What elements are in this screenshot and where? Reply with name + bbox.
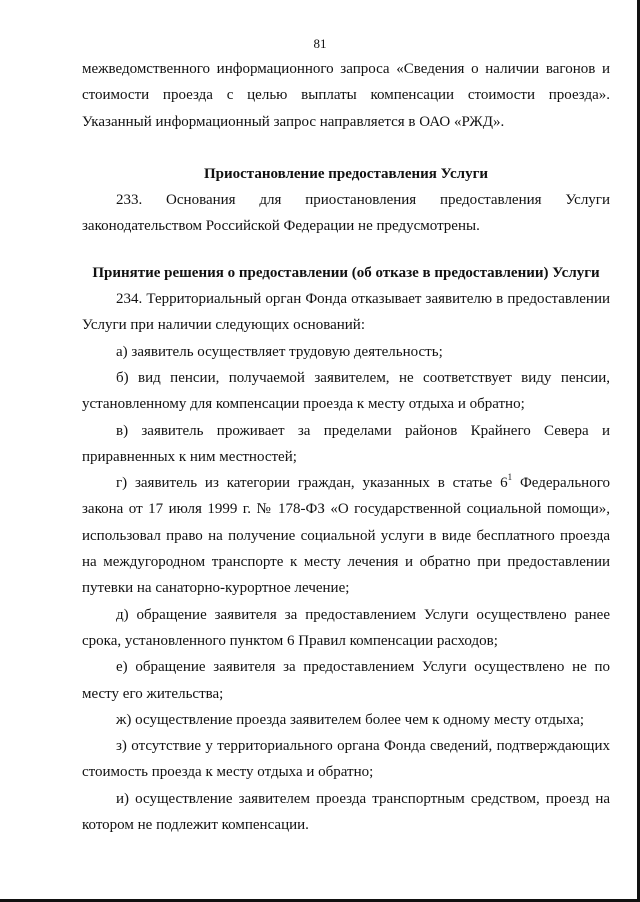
superscript: 1 [507,472,513,483]
list-item-v: в) заявитель проживает за пределами районов Крайнего Севера и [116,422,610,439]
page-number: 81 [313,36,327,51]
paragraph-234-line: 234. Территориальный орган Фонда отказывает заявителю в предоставлении [116,291,610,308]
text-line: межведомственного информационного запроса «Сведения о наличии вагонов и [82,61,610,77]
text-line: котором не подлежит компенсации. [82,817,309,834]
document-body [82,56,610,838]
section-heading-suspension: Приостановление предоставления Услуги [203,165,489,182]
text-line: законодательством Российской Федерации не предусмотрены. [82,218,480,235]
list-item-z: з) отсутствие у территориального органа Фонда сведений, подтверждающих [116,738,610,755]
list-item-e: е) обращение заявителя за предоставлением Услуги осуществлено не по [116,659,610,676]
text-line: приравненных к ним местностей; [82,448,297,465]
list-item-b: б) вид пенсии, получаемой заявителем, не соответствует виду пенсии, [116,369,610,386]
text-line: стоимости проезда с целью выплаты компенсации стоимости проезда». [82,87,610,104]
text-line: установленному для компенсации проезда к месту отдыха и обратно; [82,396,525,413]
paragraph-233-line: 233. Основания для приостановления предоставления Услуги [116,192,610,209]
text-line: Указанный информационный запрос направляется в ОАО «РЖД». [82,113,505,130]
list-item-zh: ж) осуществление проезда заявителем более чем к одному месту отдыха; [116,711,585,728]
text-line: путевки на санаторно-курортное лечение; [82,580,350,597]
text-line: стоимость проезда к месту отдыха и обратно; [82,764,374,781]
section-heading-decision: Принятие решения о предоставлении (об отказе в предоставлении) Услуги [92,264,600,281]
list-item-i: и) осуществление заявителем проезда транспортным средством, проезд на [116,790,610,807]
list-item-a: а) заявитель осуществляет трудовую деятельность; [116,343,443,360]
list-item-d: д) обращение заявителя за предоставлением Услуги осуществлено ранее [116,606,610,623]
text-line: использовал право на получение социальной услуги в виде бесплатного проезда [82,527,610,544]
text-line: закона от 17 июля 1999 г. № 178-ФЗ «О государственной социальной помощи», [82,501,610,518]
text-line: месту его жительства; [82,685,224,702]
list-item-g: г) заявитель из категории граждан, указанных в статье $6^1$ Федерального [116,472,610,492]
text-line: Услуги при наличии следующих оснований: [82,317,365,334]
text-line: на междугородном транспорте к месту лечения и обратно при предоставлении [82,554,610,571]
text-line: срока, установленного пунктом 6 Правил компенсации расходов; [82,632,498,649]
